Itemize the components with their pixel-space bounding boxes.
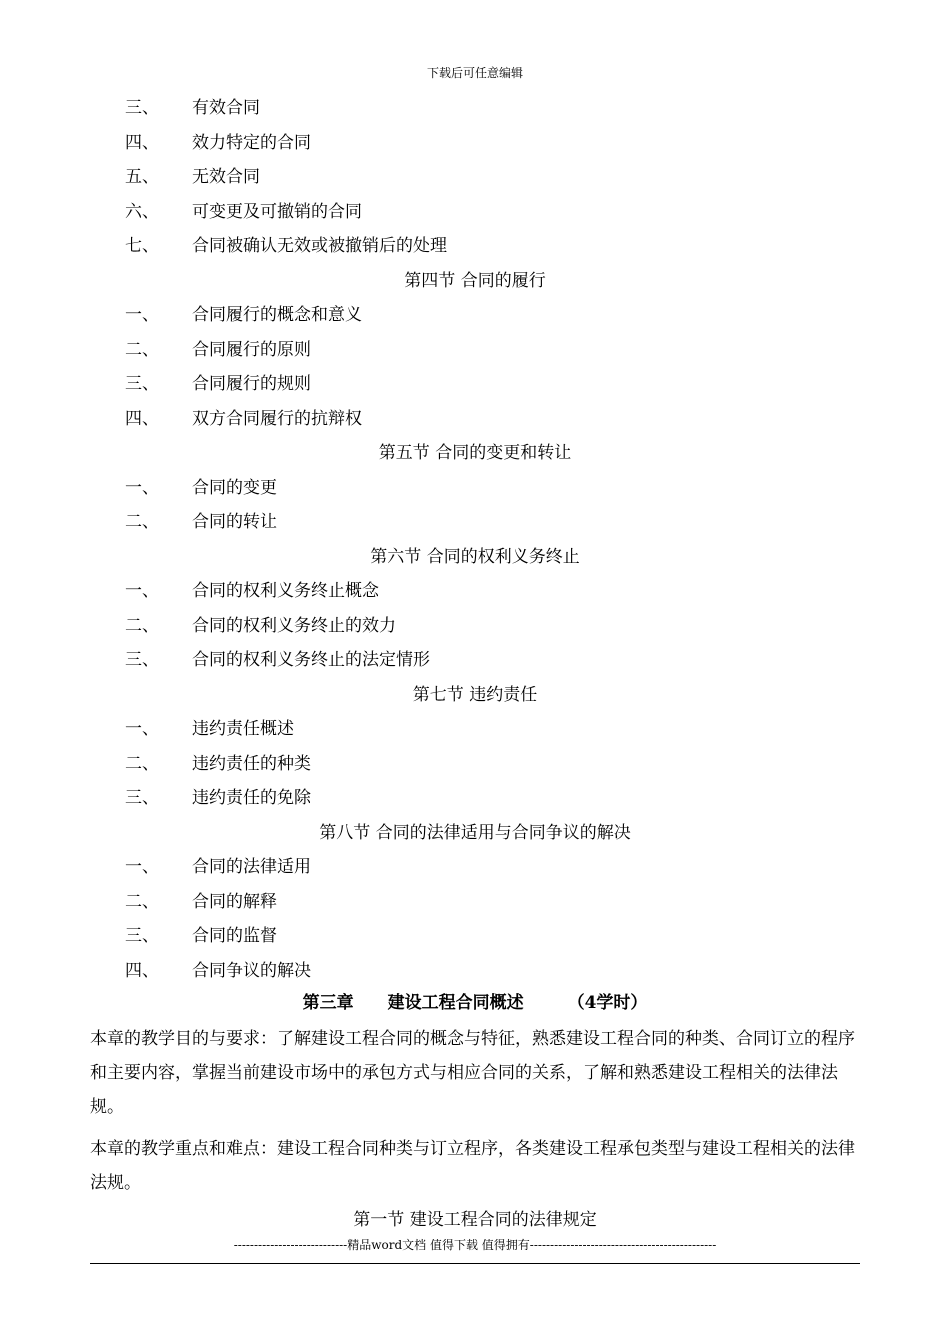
item-text: 效力特定的合同 bbox=[192, 133, 311, 153]
item-text: 合同的监督 bbox=[192, 926, 277, 946]
outline-item bbox=[0, 578, 950, 604]
section-heading: 第五节 合同的变更和转让 bbox=[378, 443, 572, 463]
outline-item bbox=[0, 854, 950, 880]
item-text: 合同履行的原则 bbox=[192, 340, 311, 360]
outline-item bbox=[0, 371, 950, 397]
chapter-title: 建设工程合同概述 bbox=[387, 993, 524, 1013]
footer-note: ----------------------------精品word文档 值得下载 值得拥有---------------------------------------------- bbox=[233, 1238, 717, 1252]
item-number: 一、 bbox=[125, 719, 159, 739]
outline-item bbox=[0, 958, 950, 984]
outline-item bbox=[0, 95, 950, 121]
item-number: 一、 bbox=[125, 581, 159, 601]
section-heading: 第八节 合同的法律适用与合同争议的解决 bbox=[319, 823, 631, 843]
item-number: 四、 bbox=[125, 133, 159, 153]
item-number: 一、 bbox=[125, 305, 159, 325]
item-number: 一、 bbox=[125, 478, 159, 498]
item-number: 三、 bbox=[125, 650, 159, 670]
item-text: 有效合同 bbox=[192, 98, 260, 118]
item-text: 合同的解释 bbox=[192, 892, 277, 912]
item-text: 合同履行的规则 bbox=[192, 374, 311, 394]
outline-item bbox=[0, 475, 950, 501]
item-number: 三、 bbox=[125, 374, 159, 394]
item-number: 四、 bbox=[125, 409, 159, 429]
item-number: 四、 bbox=[125, 961, 159, 981]
section-heading: 第七节 违约责任 bbox=[412, 685, 538, 705]
outline-item bbox=[0, 130, 950, 156]
chapter-heading bbox=[0, 990, 950, 1016]
chapter-label: 第三章 bbox=[302, 993, 354, 1013]
item-text: 无效合同 bbox=[192, 167, 260, 187]
item-text: 合同的权利义务终止的效力 bbox=[192, 616, 396, 636]
item-number: 六、 bbox=[125, 202, 159, 222]
outline-item bbox=[0, 509, 950, 535]
outline-item bbox=[0, 199, 950, 225]
item-number: 二、 bbox=[125, 754, 159, 774]
outline-item bbox=[0, 613, 950, 639]
section-heading: 第四节 合同的履行 bbox=[404, 271, 546, 291]
item-text: 违约责任的种类 bbox=[192, 754, 311, 774]
header-note: 下载后可任意编辑 bbox=[426, 66, 523, 80]
section-heading: 第六节 合同的权利义务终止 bbox=[370, 547, 580, 567]
item-number: 一、 bbox=[125, 857, 159, 877]
item-number: 七、 bbox=[125, 236, 159, 256]
item-text: 合同的权利义务终止概念 bbox=[192, 581, 379, 601]
item-number: 二、 bbox=[125, 340, 159, 360]
outline-item bbox=[0, 337, 950, 363]
outline-item bbox=[0, 716, 950, 742]
outline-item bbox=[0, 785, 950, 811]
objectives-paragraph: 本章的教学目的与要求：了解建设工程合同的概念与特征，熟悉建设工程合同的种类、合同订立的程序和主要内容，掌握当前建设市场中的承包方式与相应合同的关系，了解和熟悉建设工程相关的法律法规。 bbox=[90, 1029, 855, 1117]
outline-item bbox=[0, 233, 950, 259]
item-text: 违约责任的免除 bbox=[192, 788, 311, 808]
item-text: 违约责任概述 bbox=[192, 719, 294, 739]
item-number: 二、 bbox=[125, 512, 159, 532]
item-text: 合同的转让 bbox=[192, 512, 277, 532]
outline-item bbox=[0, 923, 950, 949]
item-number: 三、 bbox=[125, 98, 159, 118]
item-number: 五、 bbox=[125, 167, 159, 187]
item-number: 二、 bbox=[125, 892, 159, 912]
footer-rule bbox=[90, 1263, 860, 1264]
outline-item bbox=[0, 302, 950, 328]
outline-item bbox=[0, 751, 950, 777]
section-heading: 第一节 建设工程合同的法律规定 bbox=[353, 1210, 597, 1230]
item-number: 三、 bbox=[125, 788, 159, 808]
item-text: 双方合同履行的抗辩权 bbox=[192, 409, 362, 429]
item-text: 合同履行的概念和意义 bbox=[192, 305, 362, 325]
item-text: 合同被确认无效或被撤销后的处理 bbox=[192, 236, 447, 256]
outline-item bbox=[0, 647, 950, 673]
outline-item bbox=[0, 164, 950, 190]
item-text: 合同的法律适用 bbox=[192, 857, 311, 877]
chapter-hours: （4学时） bbox=[567, 993, 648, 1013]
item-text: 可变更及可撤销的合同 bbox=[192, 202, 362, 222]
item-number: 二、 bbox=[125, 616, 159, 636]
item-number: 三、 bbox=[125, 926, 159, 946]
item-text: 合同的权利义务终止的法定情形 bbox=[192, 650, 430, 670]
outline-item bbox=[0, 889, 950, 915]
item-text: 合同争议的解决 bbox=[192, 961, 311, 981]
item-text: 合同的变更 bbox=[192, 478, 277, 498]
key-points-paragraph: 本章的教学重点和难点：建设工程合同种类与订立程序，各类建设工程承包类型与建设工程相关的法律法规。 bbox=[90, 1139, 855, 1193]
outline-item bbox=[0, 406, 950, 432]
